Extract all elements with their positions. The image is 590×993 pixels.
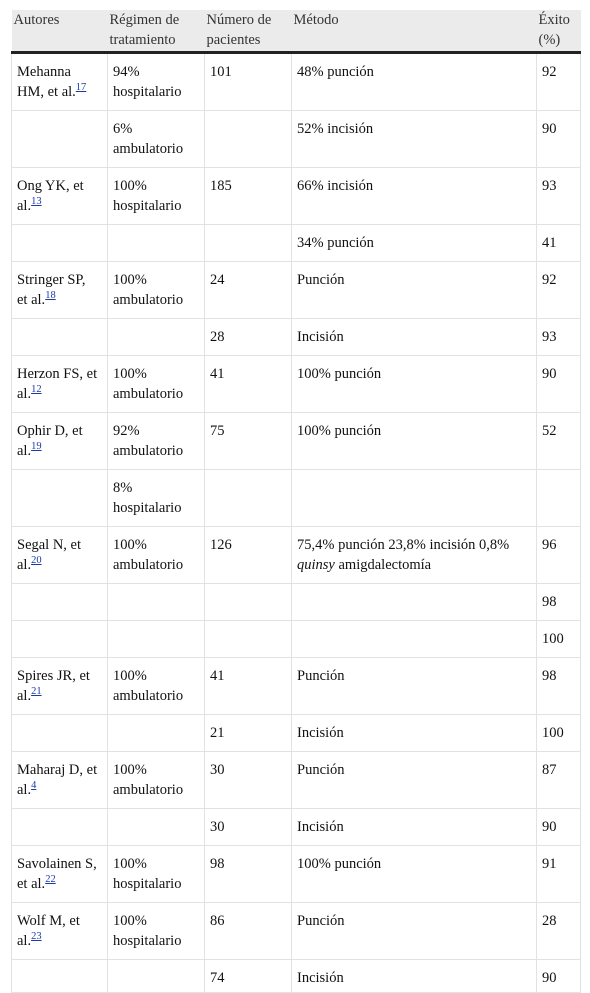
cell-patients: 98 — [205, 846, 292, 903]
method-text: Punción — [297, 762, 345, 778]
method-text: 100% punción — [297, 366, 382, 382]
author-name: Spires JR, et al. — [17, 668, 90, 704]
cell-method — [292, 319, 537, 356]
cell-author — [12, 319, 108, 356]
cell-regimen — [108, 621, 205, 658]
cell-method — [292, 470, 537, 527]
cell-method — [292, 584, 537, 621]
method-text: Incisión — [297, 329, 344, 345]
cell-author — [12, 658, 108, 715]
cell-patients — [205, 225, 292, 262]
cell-regimen: 8% hospitalario — [108, 470, 205, 527]
author-name: Ong YK, et al. — [17, 178, 84, 214]
cell-patients: 30 — [205, 752, 292, 809]
cell-patients: 126 — [205, 527, 292, 584]
cell-author — [12, 903, 108, 960]
cell-patients: 30 — [205, 809, 292, 846]
author-name: Maharaj D, et al. — [17, 762, 98, 798]
cell-success: 93 — [537, 168, 581, 225]
cell-author — [12, 168, 108, 225]
reference-link[interactable]: 20 — [31, 555, 42, 567]
reference-link[interactable]: 19 — [31, 441, 42, 453]
cell-regimen: 100% ambulatorio — [108, 262, 205, 319]
cell-regimen — [108, 319, 205, 356]
cell-patients: 21 — [205, 715, 292, 752]
cell-success: 92 — [537, 262, 581, 319]
table-row — [12, 225, 581, 262]
header-row — [12, 10, 581, 53]
cell-patients: 74 — [205, 960, 292, 993]
cell-method — [292, 809, 537, 846]
cell-success: 90 — [537, 960, 581, 993]
cell-regimen — [108, 715, 205, 752]
method-italic-text: quinsy — [297, 557, 335, 573]
table-row — [12, 584, 581, 621]
header-numero-pacientes: Número de pacientes — [205, 10, 292, 53]
author-name: Ophir D, et al. — [17, 423, 83, 459]
table-row — [12, 356, 581, 413]
cell-author — [12, 413, 108, 470]
method-text: Punción — [297, 272, 345, 288]
cell-regimen: 100% ambulatorio — [108, 752, 205, 809]
cell-regimen — [108, 960, 205, 993]
cell-regimen — [108, 584, 205, 621]
cell-author — [12, 584, 108, 621]
cell-regimen: 94% hospitalario — [108, 53, 205, 111]
header-exito: Éxito (%) — [537, 10, 581, 53]
cell-author — [12, 262, 108, 319]
cell-success: 52 — [537, 413, 581, 470]
method-text: 100% punción — [297, 856, 382, 872]
author-name: Savolainen S, et al. — [17, 856, 97, 892]
table-body — [12, 53, 581, 993]
table-row — [12, 846, 581, 903]
cell-method — [292, 262, 537, 319]
cell-success: 90 — [537, 356, 581, 413]
reference-link[interactable]: 17 — [75, 82, 87, 94]
table-row — [12, 809, 581, 846]
method-tail-text: amigdalectomía — [334, 557, 432, 573]
cell-method — [292, 658, 537, 715]
author-name: Wolf M, et al. — [17, 913, 80, 949]
cell-success — [537, 470, 581, 527]
cell-success: 93 — [537, 319, 581, 356]
method-text: 75,4% punción 23,8% incisión 0,8% — [297, 537, 510, 553]
cell-patients: 75 — [205, 413, 292, 470]
method-text: Incisión — [297, 819, 344, 835]
cell-author — [12, 356, 108, 413]
cell-method — [292, 225, 537, 262]
cell-success: 28 — [537, 903, 581, 960]
cell-patients: 86 — [205, 903, 292, 960]
cell-method — [292, 53, 537, 111]
author-name: Segal N, et al. — [17, 537, 82, 573]
cell-regimen — [108, 225, 205, 262]
table-row — [12, 752, 581, 809]
cell-regimen: 100% hospitalario — [108, 846, 205, 903]
cell-patients — [205, 621, 292, 658]
cell-success: 90 — [537, 111, 581, 168]
cell-regimen: 100% ambulatorio — [108, 356, 205, 413]
results-table-container — [11, 10, 580, 993]
cell-author — [12, 470, 108, 527]
cell-author — [12, 846, 108, 903]
cell-patients — [205, 584, 292, 621]
reference-link[interactable]: 23 — [31, 931, 42, 943]
method-text: Punción — [297, 668, 345, 684]
table-row — [12, 621, 581, 658]
table-row — [12, 319, 581, 356]
cell-author — [12, 752, 108, 809]
cell-author — [12, 621, 108, 658]
table-row — [12, 527, 581, 584]
cell-author — [12, 960, 108, 993]
cell-regimen: 100% ambulatorio — [108, 527, 205, 584]
cell-success: 92 — [537, 53, 581, 111]
cell-method — [292, 960, 537, 993]
method-text: 48% punción — [297, 64, 374, 80]
cell-regimen: 100% hospitalario — [108, 168, 205, 225]
method-text: Incisión — [297, 725, 344, 741]
cell-patients: 41 — [205, 658, 292, 715]
table-header — [12, 10, 581, 53]
reference-link[interactable]: 21 — [31, 686, 42, 698]
table-row — [12, 53, 581, 111]
cell-patients — [205, 470, 292, 527]
cell-patients: 41 — [205, 356, 292, 413]
cell-author — [12, 111, 108, 168]
method-text: 66% incisión — [297, 178, 374, 194]
cell-author — [12, 715, 108, 752]
method-text: Punción — [297, 913, 345, 929]
table-row — [12, 413, 581, 470]
cell-author — [12, 225, 108, 262]
cell-success: 87 — [537, 752, 581, 809]
reference-link[interactable]: 12 — [31, 384, 42, 396]
cell-method — [292, 846, 537, 903]
cell-method — [292, 356, 537, 413]
reference-link[interactable]: 13 — [31, 196, 42, 208]
results-table — [11, 10, 581, 993]
cell-method — [292, 527, 537, 584]
cell-patients: 24 — [205, 262, 292, 319]
cell-patients — [205, 111, 292, 168]
table-row — [12, 960, 581, 993]
method-text: 34% punción — [297, 235, 374, 251]
cell-success: 100 — [537, 715, 581, 752]
table-row — [12, 715, 581, 752]
cell-regimen: 6% ambulatorio — [108, 111, 205, 168]
header-regimen: Régimen de tratamiento — [108, 10, 205, 53]
method-text: Incisión — [297, 970, 344, 986]
cell-method — [292, 752, 537, 809]
cell-success: 98 — [537, 658, 581, 715]
cell-patients: 28 — [205, 319, 292, 356]
cell-method — [292, 903, 537, 960]
author-name: Stringer SP, et al. — [17, 272, 86, 308]
reference-link[interactable]: 22 — [45, 874, 56, 886]
table-row — [12, 111, 581, 168]
cell-method — [292, 168, 537, 225]
author-name: Herzon FS, et al. — [17, 366, 98, 402]
cell-regimen: 92% ambulatorio — [108, 413, 205, 470]
cell-success: 41 — [537, 225, 581, 262]
cell-author — [12, 527, 108, 584]
cell-success: 96 — [537, 527, 581, 584]
cell-author — [12, 809, 108, 846]
cell-method — [292, 413, 537, 470]
method-text: 100% punción — [297, 423, 382, 439]
cell-method — [292, 111, 537, 168]
table-row — [12, 658, 581, 715]
header-autores: Autores — [12, 10, 108, 53]
table-row — [12, 168, 581, 225]
cell-regimen: 100% ambulatorio — [108, 658, 205, 715]
header-metodo: Método — [292, 10, 537, 53]
cell-regimen — [108, 809, 205, 846]
method-text: 52% incisión — [297, 121, 374, 137]
cell-patients: 101 — [205, 53, 292, 111]
cell-success: 98 — [537, 584, 581, 621]
cell-success: 90 — [537, 809, 581, 846]
author-name: Mehanna HM, et al. — [17, 64, 76, 100]
cell-method — [292, 621, 537, 658]
table-row — [12, 903, 581, 960]
reference-link[interactable]: 4 — [31, 780, 37, 792]
cell-regimen: 100% hospitalario — [108, 903, 205, 960]
cell-method — [292, 715, 537, 752]
cell-success: 100 — [537, 621, 581, 658]
table-row — [12, 470, 581, 527]
cell-author — [12, 53, 108, 111]
reference-link[interactable]: 18 — [45, 290, 56, 302]
table-row — [12, 262, 581, 319]
cell-success: 91 — [537, 846, 581, 903]
cell-patients: 185 — [205, 168, 292, 225]
